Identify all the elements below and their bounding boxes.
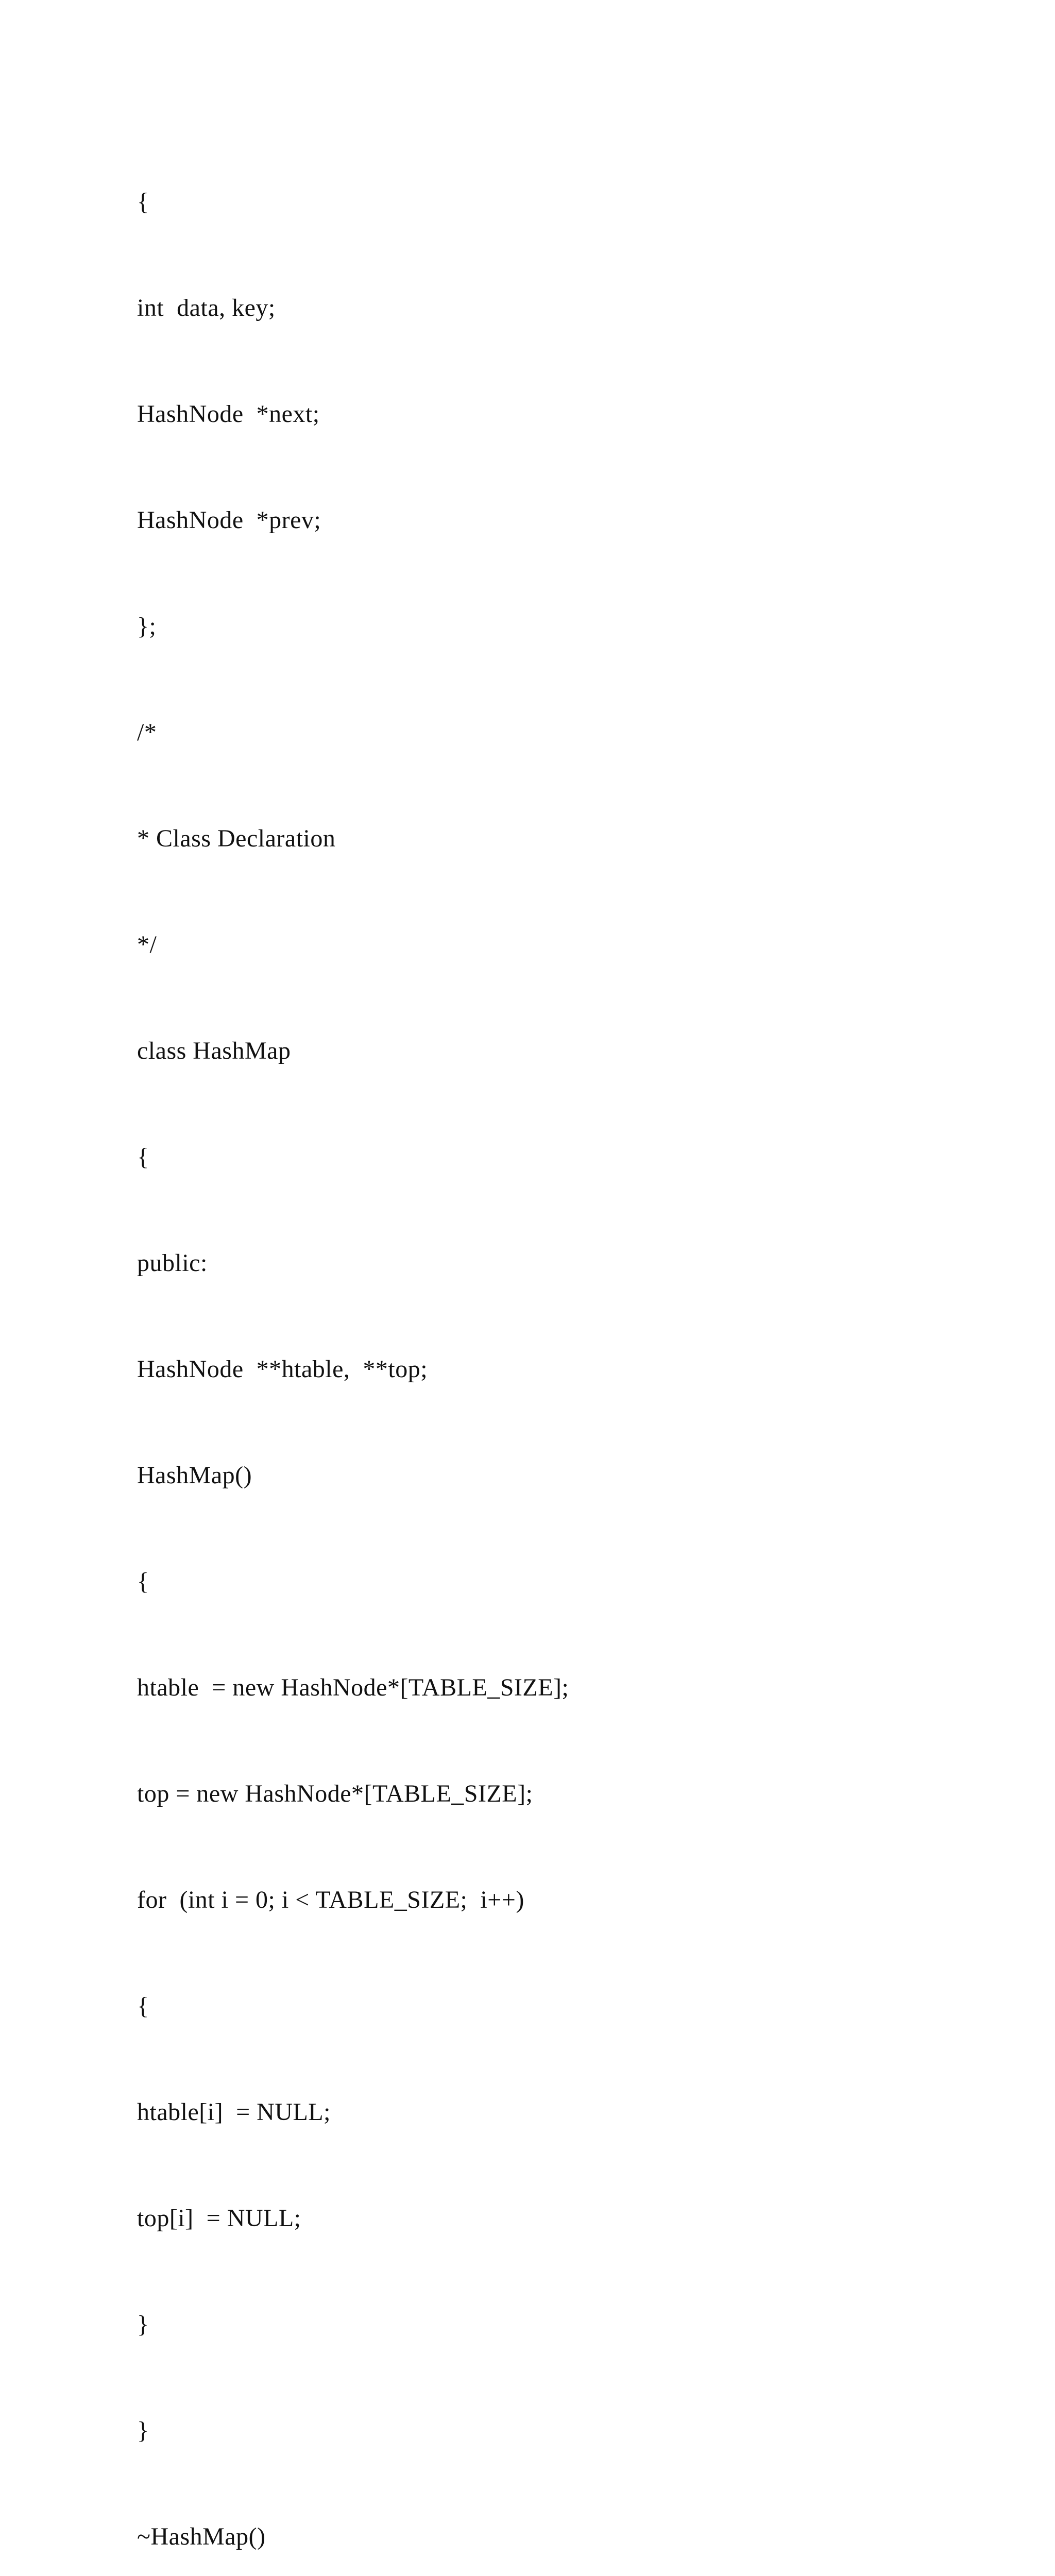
code-line-6: /*	[137, 719, 157, 746]
code-line-15: htable = new HashNode*[TABLE_SIZE];	[137, 1674, 569, 1701]
code-line-18: {	[137, 1992, 149, 2020]
code-line-7: * Class Declaration	[137, 825, 336, 852]
code-line-1: {	[137, 188, 149, 215]
code-line-12: HashNode **htable, **top;	[137, 1355, 428, 1383]
code-line-9: class HashMap	[137, 1037, 291, 1064]
code-line-10: {	[137, 1143, 149, 1171]
code-line-13: HashMap()	[137, 1462, 252, 1489]
code-line-2: int data, key;	[137, 294, 276, 321]
code-line-20: top[i] = NULL;	[137, 2205, 301, 2232]
code-line-22: }	[137, 2417, 149, 2444]
code-line-8: */	[137, 931, 157, 958]
code-line-17: for (int i = 0; i < TABLE_SIZE; i++)	[137, 1886, 524, 1913]
code-line-19: htable[i] = NULL;	[137, 2098, 331, 2126]
code-listing	[137, 127, 982, 2576]
code-line-16: top = new HashNode*[TABLE_SIZE];	[137, 1780, 533, 1807]
code-line-23: ~HashMap()	[137, 2523, 266, 2550]
code-line-4: HashNode *prev;	[137, 506, 321, 534]
code-line-14: {	[137, 1568, 149, 1595]
code-line-3: HashNode *next;	[137, 400, 320, 428]
code-line-5: };	[137, 613, 157, 640]
code-line-21: }	[137, 2311, 149, 2338]
code-line-11: public:	[137, 1249, 208, 1277]
